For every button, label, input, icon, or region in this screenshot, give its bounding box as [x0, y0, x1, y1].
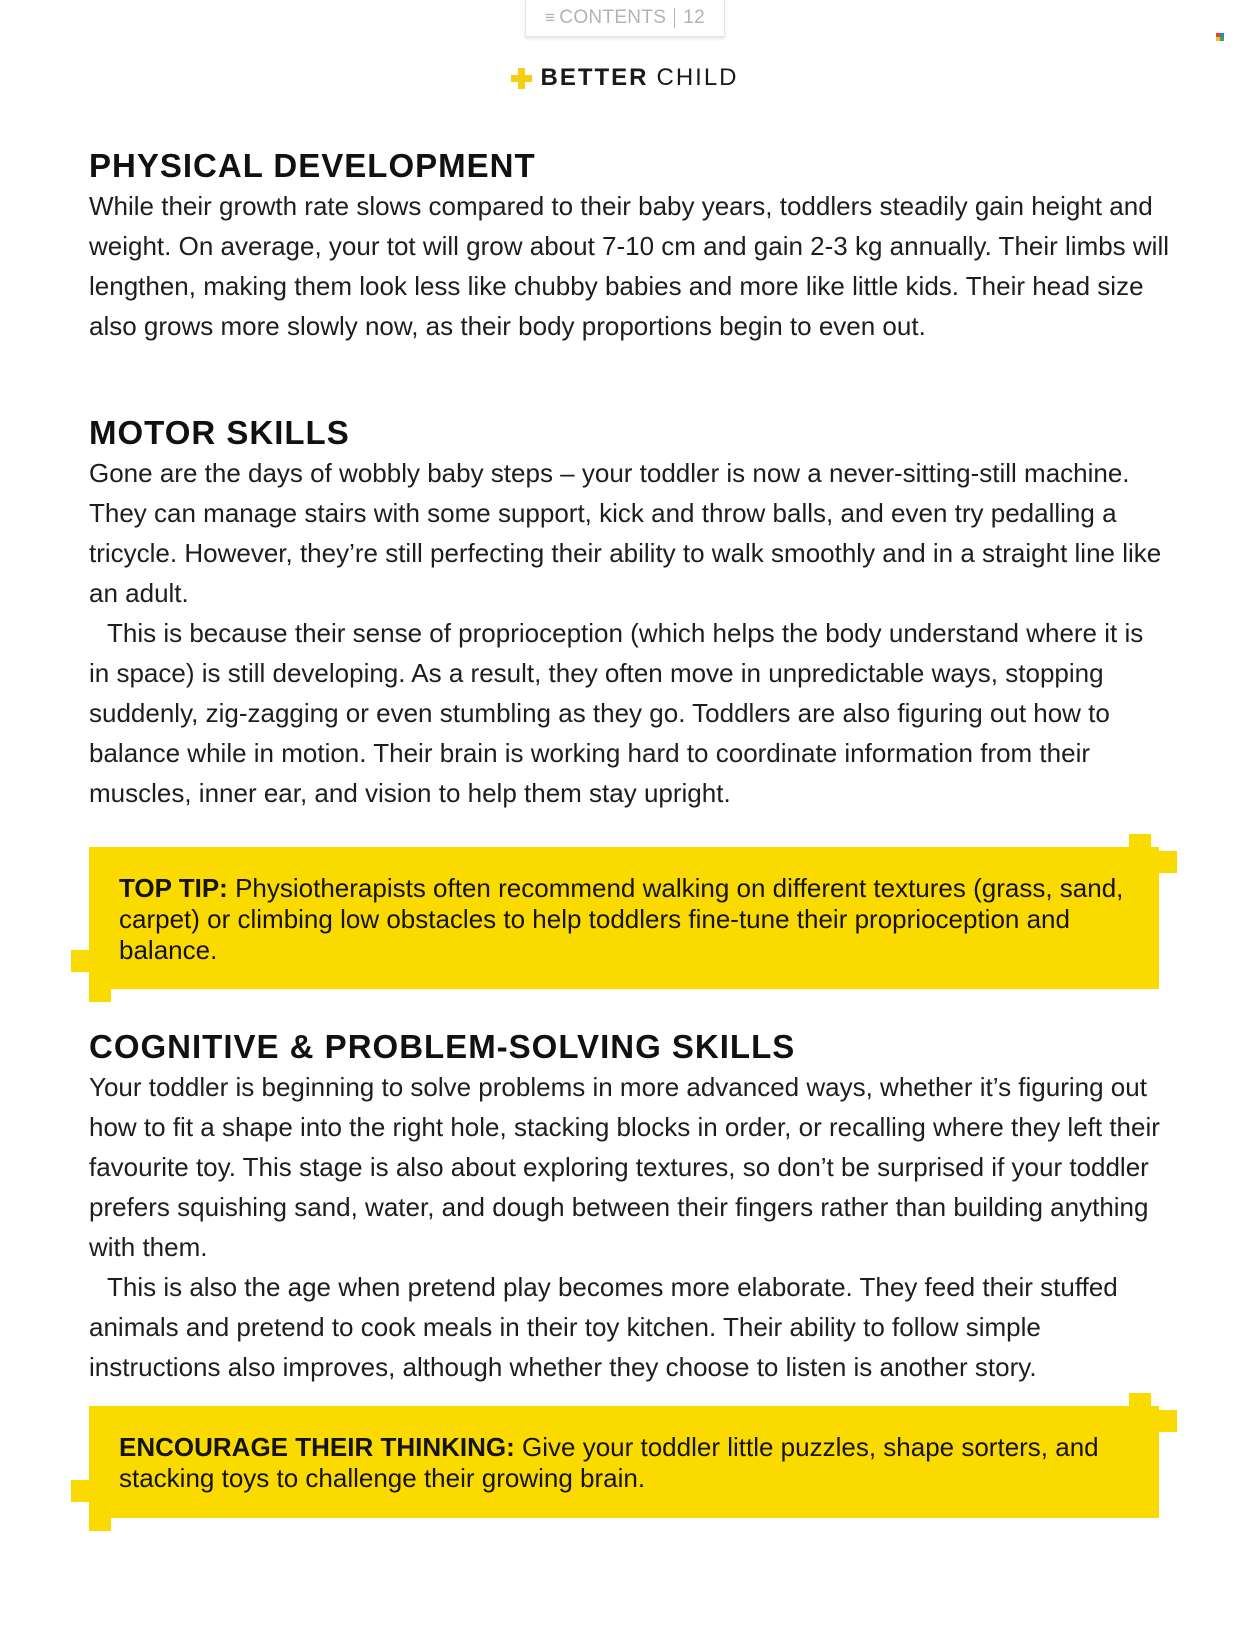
top-tip-box — [89, 847, 1159, 989]
app-logo-icon — [1216, 33, 1224, 41]
contents-label: CONTENTS — [559, 7, 667, 28]
brand-name-light: CHILD — [656, 64, 739, 91]
cognitive-paragraph-1: Your toddler is beginning to solve problems in more advanced ways, whether it’s figuring out how to fit a shape into the right hole, stacking blocks in order, or recalling where they left their favourite toy. This stage is also about exploring textures, so don’t be surprised if your toddler prefers squishing sand, water, and dough between their fingers rather than building anything with them. — [89, 1072, 1160, 1262]
section-cognitive — [89, 1027, 1169, 1387]
divider — [674, 8, 675, 28]
section-title-motor: MOTOR SKILLS — [89, 414, 350, 451]
motor-paragraph-2: This is because their sense of proprioception (which helps the body understand where it is in space) is still developing. As a result, they often move in unpredictable ways, stopping suddenly, zig-zagging or even stumbling as they go. Toddlers are also figuring out how to balance while in motion. Their brain is working hard to coordinate information from their muscles, inner ear, and vision to help them stay upright. — [89, 618, 1144, 808]
section-title-cognitive: COGNITIVE & PROBLEM-SOLVING SKILLS — [89, 1028, 796, 1065]
top-tip-label: TOP TIP: — [119, 873, 228, 903]
section-physical — [89, 146, 1169, 346]
section-motor — [89, 413, 1169, 813]
encourage-body: Give your toddler little puzzles, shape sorters, and stacking toys to challenge their growing brain. — [119, 1432, 1099, 1493]
top-tip-text — [89, 847, 1159, 990]
top-tip-body: Physiotherapists often recommend walking on different textures (grass, sand, carpet) or climbing low obstacles to help toddlers fine-tune their proprioception and balance. — [119, 873, 1124, 965]
brand-header — [0, 64, 1250, 92]
plus-icon — [511, 68, 532, 89]
encourage-box — [89, 1406, 1159, 1518]
menu-icon: ≡ — [545, 8, 556, 27]
brand-name-bold: BETTER — [540, 64, 649, 91]
physical-paragraph: While their growth rate slows compared to their baby years, toddlers steadily gain height and weight. On average, your tot will grow about 7-10 cm and gain 2-3 kg annually. Their limbs will lengthen, making them look less like chubby babies and more like little kids. Their head size also grows more slowly now, as their body proportions begin to even out. — [89, 191, 1170, 341]
cognitive-paragraph-2: This is also the age when pretend play becomes more elaborate. They feed their stuffed animals and pretend to cook meals in their toy kitchen. Their ability to follow simple instructions also improves, although whether they choose to listen is another story. — [89, 1272, 1118, 1382]
contents-button[interactable] — [525, 0, 725, 37]
encourage-text — [89, 1406, 1159, 1518]
motor-paragraph-1: Gone are the days of wobbly baby steps – your toddler is now a never-sitting-still machine. They can manage stairs with some support, kick and throw balls, and even try pedalling a tricycle. However, they’re still perfecting their ability to walk smoothly and in a straight line like an adult. — [89, 458, 1162, 608]
encourage-label: ENCOURAGE THEIR THINKING: — [119, 1432, 515, 1462]
page-number: 12 — [683, 7, 705, 28]
section-title-physical: PHYSICAL DEVELOPMENT — [89, 147, 536, 184]
